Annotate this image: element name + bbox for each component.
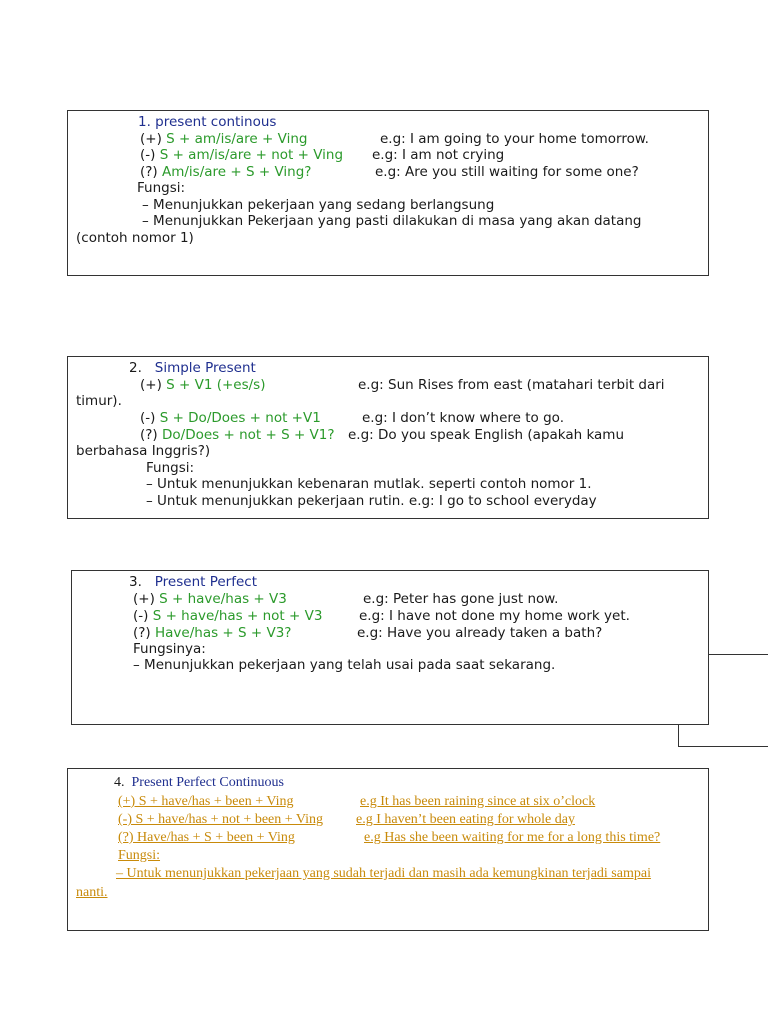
box2-fungsi-label: Fungsi: — [146, 460, 195, 476]
box3-question-example: e.g: Have you already taken a bath? — [357, 625, 603, 641]
box3-title: 3. Present Perfect — [129, 574, 257, 590]
box2-function-2: – Untuk menunjukkan pekerjaan rutin. e.g: I go to school everyday — [146, 493, 597, 509]
box4-negative-formula: (-) S + have/has + not + been + Ving — [118, 812, 324, 827]
connector-line — [678, 746, 768, 747]
box3-question-formula: (?) Have/has + S + V3? — [133, 625, 292, 641]
box1-negative-example: e.g: I am not crying — [372, 147, 505, 163]
box1-fungsi-label: Fungsi: — [137, 180, 186, 196]
box4-question-example: e.g Has she been waiting for me for a long this time? — [364, 830, 661, 845]
box2-title: 2. Simple Present — [129, 360, 256, 376]
box1-function-1: – Menunjukkan pekerjaan yang sedang berlangsung — [142, 197, 495, 213]
box3-positive-formula: (+) S + have/has + V3 — [133, 591, 287, 607]
box1-question-example: e.g: Are you still waiting for some one? — [375, 164, 639, 180]
box2-positive-example: e.g: Sun Rises from east (matahari terbit dari — [358, 377, 665, 393]
box3-negative-formula: (-) S + have/has + not + V3 — [133, 608, 323, 624]
box4-title: 4. Present Perfect Continuous — [114, 775, 284, 790]
box4-question-formula: (?) Have/has + S + been + Ving — [118, 830, 295, 845]
box2-positive-formula: (+) S + V1 (+es/s) — [140, 377, 266, 393]
box2-question-formula: (?) Do/Does + not + S + V1? — [140, 427, 335, 443]
box1-function-2-cont: (contoh nomor 1) — [76, 230, 194, 246]
connector-line — [678, 725, 679, 747]
box1-negative-formula: (-) S + am/is/are + not + Ving — [140, 147, 344, 163]
box3-function-1: – Menunjukkan pekerjaan yang telah usai pada saat sekarang. — [133, 657, 556, 673]
box4-positive-formula: (+) S + have/has + been + Ving — [118, 794, 294, 809]
box4-fungsi-label: Fungsi: — [118, 848, 161, 863]
box2-function-1: – Untuk menunjukkan kebenaran mutlak. seperti contoh nomor 1. — [146, 476, 592, 492]
box1-title: 1. present continous — [138, 114, 277, 130]
box1-positive-formula: (+) S + am/is/are + Ving — [140, 131, 308, 147]
box3-positive-example: e.g: Peter has gone just now. — [363, 591, 559, 607]
box1-question-formula: (?) Am/is/are + S + Ving? — [140, 164, 312, 180]
box2-positive-example-cont: timur). — [76, 393, 122, 409]
box4-function-1: – Untuk menunjukkan pekerjaan yang sudah terjadi dan masih ada kemungkinan terjadi sampai — [116, 866, 651, 881]
box2-negative-example: e.g: I don’t know where to go. — [362, 410, 564, 426]
box1-function-2: – Menunjukkan Pekerjaan yang pasti dilakukan di masa yang akan datang — [142, 213, 642, 229]
box3-negative-example: e.g: I have not done my home work yet. — [359, 608, 630, 624]
box2-question-example-cont: berbahasa Inggris?) — [76, 443, 211, 459]
box2-question-example: e.g: Do you speak English (apakah kamu — [348, 427, 625, 443]
box4-negative-example: e.g I haven’t been eating for whole day — [356, 812, 575, 827]
connector-line — [709, 654, 768, 655]
box2-negative-formula: (-) S + Do/Does + not +V1 — [140, 410, 321, 426]
box3-fungsi-label: Fungsinya: — [133, 641, 206, 657]
box4-function-1-cont: nanti. — [76, 885, 108, 900]
box4-positive-example: e.g It has been raining since at six o’clock — [360, 794, 596, 809]
box1-positive-example: e.g: I am going to your home tomorrow. — [380, 131, 649, 147]
